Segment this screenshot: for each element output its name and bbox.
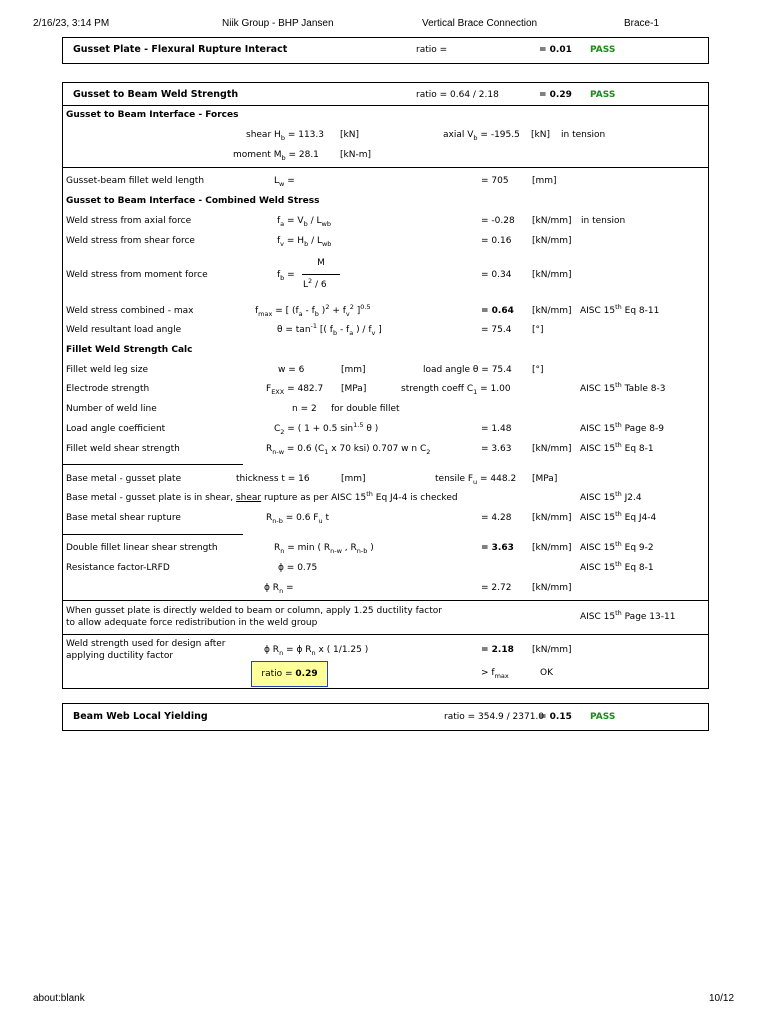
moment-stress-formula: $f_b$ =	[277, 270, 295, 282]
shear-stress-label: Weld stress from shear force	[66, 236, 195, 246]
leg-size-value: w = 6	[278, 365, 305, 375]
sub-divider	[63, 464, 243, 465]
forces-heading: Gusset to Beam Interface - Forces	[66, 110, 239, 120]
base-shear-note: Base metal - gusset plate is in shear, shear rupture as per AISC 15th Eq J4-4 is checked	[66, 490, 458, 503]
fraction-denominator: $L^2 / 6$	[303, 277, 327, 290]
moment-stress-label: Weld stress from moment force	[66, 270, 208, 280]
moment-force: moment $M_b = 28.1$	[233, 150, 319, 162]
load-coefficient-value: = 1.48	[481, 424, 512, 434]
ratio-label: ratio = 354.9 / 2371.0	[444, 712, 545, 722]
load-coefficient-label: Load angle coefficient	[66, 424, 166, 434]
weld-length-unit: [mm]	[532, 176, 557, 186]
weld-line-label: Number of weld line	[66, 404, 157, 414]
ductility-reference: AISC 15th Page 13-11	[580, 609, 676, 622]
double-fillet-value: = 3.63	[481, 543, 514, 553]
ductility-note-line1: When gusset plate is directly welded to beam or column, apply 1.25 ductility factor	[66, 606, 442, 616]
base-rupture-unit: [kN/mm]	[532, 513, 572, 523]
fexx-value: $F_{EXX} = 482.7$	[266, 384, 324, 396]
combined-stress-formula: $f_{max}$ = [ ($f_a - f_b$ )$^2 + f_v^2$ ]$^{0.5}$	[255, 303, 371, 318]
sub-divider	[63, 534, 243, 535]
load-coefficient-formula: $C_2$ = ( 1 + 0.5 $\sin^{1.5} \theta$ )	[274, 421, 379, 436]
base-gusset-label: Base metal - gusset plate	[66, 474, 182, 484]
combined-stress-value: = 0.64	[481, 306, 514, 316]
fillet-shear-reference: AISC 15th Eq 8-1	[580, 441, 654, 454]
base-shear-reference: AISC 15th J2.4	[580, 490, 642, 503]
weld-line-note: for double fillet	[331, 404, 400, 414]
base-rupture-reference: AISC 15th Eq J4-4	[580, 510, 657, 523]
ratio-value: = 0.01	[539, 45, 572, 55]
fillet-shear-value: = 3.63	[481, 444, 512, 454]
tensile-strength: tensile $F_u = 448.2$	[435, 474, 517, 486]
ratio-value: = 0.15	[539, 712, 572, 722]
electrode-reference: AISC 15th Table 8-3	[580, 381, 666, 394]
strength-coefficient: strength coeff $C_1 = 1.00$	[401, 384, 511, 396]
double-fillet-unit: [kN/mm]	[532, 543, 572, 553]
leg-size-label: Fillet weld leg size	[66, 365, 148, 375]
phi-rn-value: = 2.72	[481, 583, 512, 593]
row-divider	[63, 634, 708, 635]
design-strength-formula: ϕ $R_n = \phi$ $R_n$ x ( 1/1.25 )	[264, 645, 369, 657]
combined-stress-unit: [kN/mm]	[532, 306, 572, 316]
fraction-numerator: M	[317, 258, 325, 268]
design-strength-line2: applying ductility factor	[66, 651, 174, 661]
print-datetime: 2/16/23, 3:14 PM	[33, 18, 110, 29]
combined-stress-label: Weld stress combined - max	[66, 306, 194, 316]
ratio-label: ratio = 0.64 / 2.18	[416, 90, 499, 100]
section-title: Gusset to Beam Weld Strength	[73, 89, 239, 100]
axial-stress-label: Weld stress from axial force	[66, 216, 192, 226]
beam-web-yielding-summary	[62, 703, 709, 731]
page-number: 10/12	[709, 993, 735, 1004]
weld-length-value: = 705	[481, 176, 509, 186]
row-divider	[63, 167, 708, 168]
page-url: about:blank	[33, 993, 85, 1004]
resistance-factor-label: Resistance factor-LRFD	[66, 563, 170, 573]
base-rupture-formula: $R_{n-b} = 0.6$ $F_u$ t	[266, 513, 329, 525]
design-strength-line1: Weld strength used for design after	[66, 639, 226, 649]
theta-value: load angle θ = 75.4	[423, 365, 512, 375]
axial-stress-unit: [kN/mm]	[532, 216, 572, 226]
shear-stress-formula: $f_v = H_b / L_{wb}$	[277, 236, 332, 248]
load-angle-unit: [°]	[532, 325, 544, 335]
load-angle-value: = 75.4	[481, 325, 512, 335]
ratio-value: = 0.29	[539, 90, 572, 100]
compare-fmax: > $f_{max}$	[481, 668, 509, 680]
moment-stress-value: = 0.34	[481, 270, 512, 280]
weld-length-symbol: $L_w$ =	[274, 176, 295, 188]
shear-stress-unit: [kN/mm]	[532, 236, 572, 246]
moment-unit: [kN-m]	[340, 150, 371, 160]
weld-strength-section	[62, 82, 709, 689]
axial-stress-formula: $f_a = V_b / L_{wb}$	[277, 216, 331, 228]
combined-stress-heading: Gusset to Beam Interface - Combined Weld Stress	[66, 196, 320, 206]
thickness-value: thickness t = 16	[236, 474, 310, 484]
design-strength-unit: [kN/mm]	[532, 645, 572, 655]
fillet-shear-formula: $R_{n-w} = 0.6$ ($C_1$ x 70 ksi) 0.707 w n $C_2$	[266, 444, 431, 456]
electrode-label: Electrode strength	[66, 384, 150, 394]
status-badge: PASS	[590, 712, 616, 722]
axial-stress-value: = -0.28	[481, 216, 515, 226]
weld-length-label: Gusset-beam fillet weld length	[66, 176, 205, 186]
document-title: Vertical Brace Connection	[422, 18, 538, 29]
base-rupture-label: Base metal shear rupture	[66, 513, 181, 523]
title-divider	[63, 105, 708, 106]
ratio-label: ratio =	[416, 45, 448, 55]
fillet-shear-unit: [kN/mm]	[532, 444, 572, 454]
ok-status: OK	[540, 668, 553, 678]
project-name: Niik Group - BHP Jansen	[222, 18, 334, 29]
theta-unit: [°]	[532, 365, 544, 375]
leg-size-unit: [mm]	[341, 365, 366, 375]
load-angle-formula: $\theta = \tan^{-1}$ [( $f_b - f_a$ ) / $f_v$ ]	[277, 322, 382, 337]
section-title: Gusset Plate - Flexural Rupture Interact	[73, 44, 288, 55]
status-badge: PASS	[590, 45, 616, 55]
axial-stress-note: in tension	[581, 216, 626, 226]
double-fillet-formula: $R_n = \min$ ( $R_{n-w}$ , $R_{n-b}$ )	[274, 543, 374, 555]
final-ratio-highlight: ratio = 0.29	[251, 661, 328, 687]
resistance-factor-value: ϕ = 0.75	[278, 563, 318, 573]
combined-stress-reference: AISC 15th Eq 8-11	[580, 303, 660, 316]
thickness-unit: [mm]	[341, 474, 366, 484]
fillet-shear-label: Fillet weld shear strength	[66, 444, 180, 454]
shear-stress-value: = 0.16	[481, 236, 512, 246]
sheet-name: Brace-1	[624, 18, 660, 29]
axial-unit: [kN]	[531, 130, 550, 140]
load-coefficient-reference: AISC 15th Page 8-9	[580, 421, 665, 434]
shear-unit: [kN]	[340, 130, 359, 140]
double-fillet-reference: AISC 15th Eq 9-2	[580, 540, 654, 553]
phi-rn-unit: [kN/mm]	[532, 583, 572, 593]
moment-stress-unit: [kN/mm]	[532, 270, 572, 280]
row-divider	[63, 600, 708, 601]
section-title: Beam Web Local Yielding	[73, 711, 208, 722]
base-rupture-value: = 4.28	[481, 513, 512, 523]
phi-rn-formula: ϕ $R_n$ =	[264, 583, 294, 595]
resistance-factor-reference: AISC 15th Eq 8-1	[580, 560, 654, 573]
fillet-weld-heading: Fillet Weld Strength Calc	[66, 345, 193, 355]
load-angle-label: Weld resultant load angle	[66, 325, 182, 335]
design-strength-value: = 2.18	[481, 645, 514, 655]
axial-note: in tension	[561, 130, 606, 140]
status-badge: PASS	[590, 90, 616, 100]
ductility-note-line2: to allow adequate force redistribution in the weld group	[66, 618, 318, 628]
fraction-bar	[302, 274, 340, 275]
weld-line-value: n = 2	[292, 404, 317, 414]
double-fillet-label: Double fillet linear shear strength	[66, 543, 218, 553]
flexural-rupture-summary	[62, 37, 709, 64]
tensile-unit: [MPa]	[532, 474, 558, 484]
fexx-unit: [MPa]	[341, 384, 367, 394]
axial-force: axial $V_b = -195.5$	[443, 130, 520, 142]
shear-force: shear $H_b = 113.3$	[246, 130, 324, 142]
